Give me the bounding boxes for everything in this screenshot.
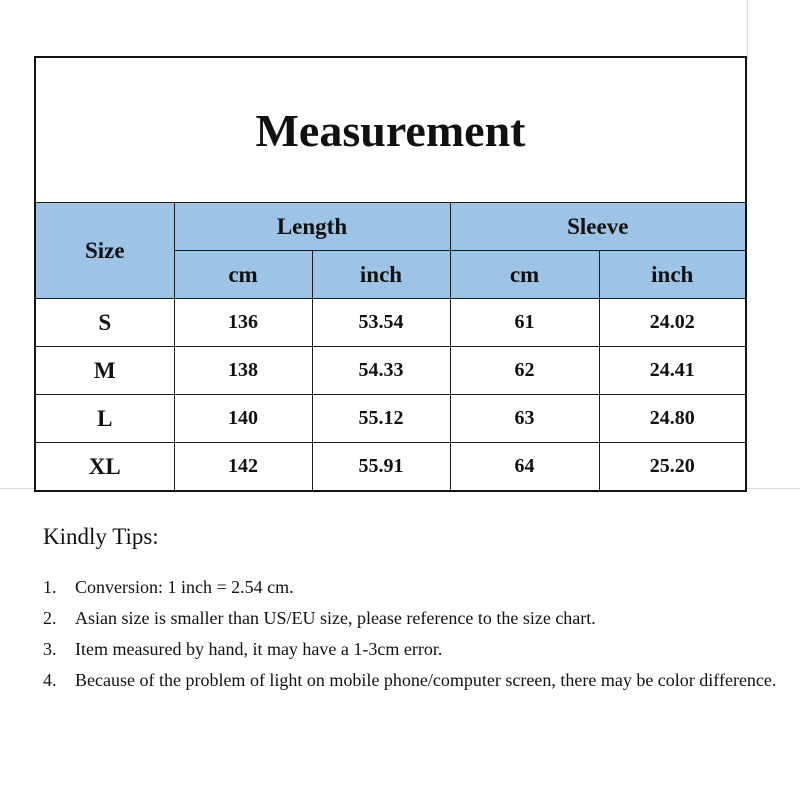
tip-text: Because of the problem of light on mobile phone/computer screen, there may be color difference. bbox=[75, 670, 777, 690]
size-cell: XL bbox=[35, 443, 174, 492]
sleeve-cm-cell: 63 bbox=[450, 395, 599, 443]
tips-list bbox=[43, 572, 788, 696]
list-item bbox=[43, 665, 788, 696]
length-group-header: Length bbox=[174, 203, 450, 251]
length-cm-header: cm bbox=[174, 251, 312, 299]
sleeve-cm-header: cm bbox=[450, 251, 599, 299]
tip-number: 2. bbox=[43, 608, 57, 628]
table-row bbox=[35, 299, 746, 347]
table-row bbox=[35, 347, 746, 395]
length-inch-header: inch bbox=[312, 251, 450, 299]
sleeve-inch-cell: 24.41 bbox=[599, 347, 746, 395]
page-guide-line bbox=[747, 488, 800, 489]
tip-number: 4. bbox=[43, 670, 57, 690]
sleeve-cm-cell: 61 bbox=[450, 299, 599, 347]
kindly-tips-section bbox=[43, 524, 788, 696]
sleeve-cm-cell: 62 bbox=[450, 347, 599, 395]
sleeve-inch-cell: 24.80 bbox=[599, 395, 746, 443]
length-cm-cell: 140 bbox=[174, 395, 312, 443]
table-row bbox=[35, 443, 746, 492]
table-title: Measurement bbox=[35, 57, 746, 203]
tip-number: 1. bbox=[43, 577, 57, 597]
page-guide-line bbox=[0, 488, 34, 489]
tip-number: 3. bbox=[43, 639, 57, 659]
length-inch-cell: 53.54 bbox=[312, 299, 450, 347]
table-row bbox=[35, 395, 746, 443]
length-cm-cell: 138 bbox=[174, 347, 312, 395]
list-item bbox=[43, 603, 788, 634]
length-cm-cell: 136 bbox=[174, 299, 312, 347]
list-item bbox=[43, 572, 788, 603]
size-cell: S bbox=[35, 299, 174, 347]
size-column-header: Size bbox=[35, 203, 174, 299]
tip-text: Item measured by hand, it may have a 1-3cm error. bbox=[75, 639, 443, 659]
page-guide-line bbox=[747, 0, 748, 60]
tip-text: Asian size is smaller than US/EU size, please reference to the size chart. bbox=[75, 608, 596, 628]
length-cm-cell: 142 bbox=[174, 443, 312, 492]
tips-heading: Kindly Tips: bbox=[43, 524, 159, 549]
length-inch-cell: 54.33 bbox=[312, 347, 450, 395]
size-chart-table bbox=[34, 56, 747, 492]
length-inch-cell: 55.91 bbox=[312, 443, 450, 492]
sleeve-group-header: Sleeve bbox=[450, 203, 746, 251]
tip-text: Conversion: 1 inch = 2.54 cm. bbox=[75, 577, 294, 597]
sleeve-cm-cell: 64 bbox=[450, 443, 599, 492]
list-item bbox=[43, 634, 788, 665]
sleeve-inch-cell: 25.20 bbox=[599, 443, 746, 492]
size-cell: M bbox=[35, 347, 174, 395]
sleeve-inch-header: inch bbox=[599, 251, 746, 299]
length-inch-cell: 55.12 bbox=[312, 395, 450, 443]
size-cell: L bbox=[35, 395, 174, 443]
sleeve-inch-cell: 24.02 bbox=[599, 299, 746, 347]
